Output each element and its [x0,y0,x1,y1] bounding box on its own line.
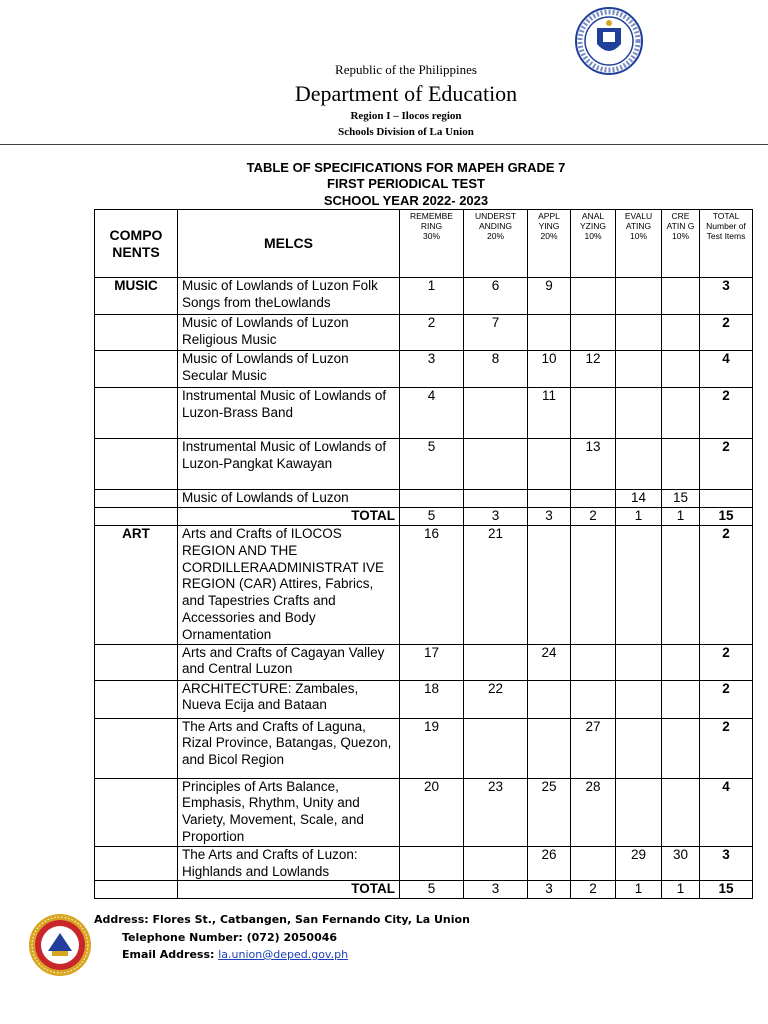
row-total-cell: 2 [700,388,753,439]
item-number-cell: 6 [464,278,528,315]
item-number-cell [616,439,662,490]
table-row [95,778,753,846]
component-cell [95,388,178,439]
level-total-cell: 3 [528,881,571,899]
level-pct: 20% [486,231,504,241]
col-understanding [464,210,528,278]
total-row [95,881,753,899]
grand-total-cell: 15 [700,508,753,526]
item-number-cell: 27 [571,718,616,778]
item-number-cell [616,718,662,778]
table-row [95,846,753,881]
specification-table [94,209,753,899]
table-body [95,278,753,899]
item-number-cell: 4 [400,388,464,439]
row-total-cell: 2 [700,526,753,645]
header-region: Region I – Ilocos region [350,110,462,122]
item-number-cell: 23 [464,778,528,846]
header-divider [0,144,768,145]
component-cell [95,846,178,881]
level-total-cell: 2 [571,508,616,526]
division-seal-icon [28,913,92,977]
item-number-cell: 1 [400,278,464,315]
level-pct: 30% [422,231,440,241]
item-number-cell: 30 [662,846,700,881]
melc-cell: ARCHITECTURE: Zambales, Nueva Ecija and Bataan [178,680,400,718]
item-number-cell [464,644,528,680]
table-row [95,718,753,778]
item-number-cell [616,278,662,315]
email-link[interactable]: la.union@deped.gov.ph [218,948,349,961]
component-cell: ART [95,526,178,645]
component-cell [95,490,178,508]
item-number-cell: 2 [400,315,464,351]
item-number-cell: 13 [571,439,616,490]
item-number-cell: 16 [400,526,464,645]
level-pct: 10% [629,231,647,241]
item-number-cell [571,278,616,315]
item-number-cell [662,315,700,351]
item-number-cell [464,846,528,881]
melc-cell: Music of Lowlands of Luzon [178,490,400,508]
table-row [95,490,753,508]
item-number-cell [400,846,464,881]
level-pct: 10% [671,231,689,241]
level-total-cell: 1 [662,508,700,526]
item-number-cell: 26 [528,846,571,881]
row-total-cell: 2 [700,644,753,680]
row-total-cell: 3 [700,846,753,881]
item-number-cell [616,388,662,439]
item-number-cell [571,315,616,351]
table-row [95,644,753,680]
level-total-cell: 3 [528,508,571,526]
melc-cell: Music of Lowlands of Luzon Secular Music [178,351,400,388]
item-number-cell: 9 [528,278,571,315]
item-number-cell: 25 [528,778,571,846]
doc-school-year: SCHOOL YEAR 2022- 2023 [323,193,489,208]
row-total-cell [700,490,753,508]
item-number-cell: 17 [400,644,464,680]
item-number-cell: 22 [464,680,528,718]
level-total-cell: 2 [571,881,616,899]
row-total-cell: 2 [700,439,753,490]
item-number-cell [616,644,662,680]
item-number-cell [662,778,700,846]
footer-telephone: Telephone Number: (072) 2050046 [122,931,338,944]
item-number-cell: 20 [400,778,464,846]
level-total-cell: 3 [464,881,528,899]
component-cell [95,439,178,490]
level-name: APPL YING [538,211,560,231]
item-number-cell: 15 [662,490,700,508]
table-row [95,680,753,718]
item-number-cell [571,490,616,508]
component-cell [95,778,178,846]
item-number-cell: 7 [464,315,528,351]
component-cell [95,351,178,388]
level-total-cell: 3 [464,508,528,526]
footer-email-label: Email Address: [122,948,219,961]
item-number-cell [616,315,662,351]
row-total-cell: 4 [700,351,753,388]
item-number-cell [662,680,700,718]
footer-email-line [122,948,348,961]
item-number-cell: 21 [464,526,528,645]
row-total-cell: 4 [700,778,753,846]
item-number-cell [464,388,528,439]
table-row [95,388,753,439]
item-number-cell [662,278,700,315]
item-number-cell [571,644,616,680]
item-number-cell [616,778,662,846]
col-analyzing [571,210,616,278]
melc-cell: Instrumental Music of Lowlands of Luzon-Pangkat Kawayan [178,439,400,490]
item-number-cell [464,439,528,490]
level-name: ANAL YZING [580,211,606,231]
level-pct: 10% [584,231,602,241]
row-total-cell: 2 [700,680,753,718]
item-number-cell [662,351,700,388]
item-number-cell [571,526,616,645]
level-total-cell: 5 [400,881,464,899]
item-number-cell [528,526,571,645]
item-number-cell [571,388,616,439]
melc-cell: Music of Lowlands of Luzon Folk Songs from theLowlands [178,278,400,315]
col-creating [662,210,700,278]
total-row [95,508,753,526]
level-total-cell: 1 [662,881,700,899]
item-number-cell: 24 [528,644,571,680]
item-number-cell [662,718,700,778]
table-row [95,526,753,645]
item-number-cell [571,680,616,718]
item-number-cell [528,315,571,351]
grand-total-cell: 15 [700,881,753,899]
component-cell [95,718,178,778]
melc-cell: The Arts and Crafts of Laguna, Rizal Province, Batangas, Quezon, and Bicol Region [178,718,400,778]
header-republic: Republic of the Philippines [335,62,477,77]
col-components: COMPO NENTS [95,210,178,278]
footer-address: Address: Flores St., Catbangen, San Fernando City, La Union [94,913,470,926]
component-cell [95,881,178,899]
item-number-cell [464,490,528,508]
doc-subtitle: FIRST PERIODICAL TEST [327,176,485,191]
item-number-cell: 3 [400,351,464,388]
item-number-cell [662,388,700,439]
item-number-cell: 14 [616,490,662,508]
melc-cell: Arts and Crafts of Cagayan Valley and Central Luzon [178,644,400,680]
total-label: TOTAL [178,881,400,899]
table-row [95,351,753,388]
level-total-cell: 1 [616,881,662,899]
melc-cell: Principles of Arts Balance, Emphasis, Rhythm, Unity and Variety, Movement, Scale, and Proportion [178,778,400,846]
col-total: TOTAL Number of Test Items [700,210,753,278]
item-number-cell [464,718,528,778]
item-number-cell [616,351,662,388]
level-name: UNDERST ANDING [474,211,517,231]
item-number-cell [528,680,571,718]
item-number-cell [528,439,571,490]
item-number-cell [662,526,700,645]
item-number-cell: 10 [528,351,571,388]
table-row [95,315,753,351]
item-number-cell [662,644,700,680]
component-cell [95,644,178,680]
melc-cell: Arts and Crafts of ILOCOS REGION AND THE CORDILLERAADMINISTRAT IVE REGION (CAR) Attires, Fabrics, and Tapestries Crafts and Accessories and Body Ornamentation [178,526,400,645]
melc-cell: Instrumental Music of Lowlands of Luzon-Brass Band [178,388,400,439]
total-label: TOTAL [178,508,400,526]
item-number-cell [616,526,662,645]
header-division: Schools Division of La Union [338,126,474,138]
item-number-cell: 18 [400,680,464,718]
table-header-row [95,210,753,278]
level-name: EVALU ATING [624,211,653,231]
component-cell: MUSIC [95,278,178,315]
table-row [95,439,753,490]
doc-title: TABLE OF SPECIFICATIONS FOR MAPEH GRADE 7 [246,160,566,175]
col-remembering [400,210,464,278]
level-name: REMEMBE RING [410,211,453,231]
item-number-cell: 12 [571,351,616,388]
item-number-cell: 11 [528,388,571,439]
component-cell [95,315,178,351]
table-row [95,278,753,315]
row-total-cell: 3 [700,278,753,315]
level-total-cell: 1 [616,508,662,526]
item-number-cell [528,490,571,508]
item-number-cell: 5 [400,439,464,490]
item-number-cell [571,846,616,881]
item-number-cell: 19 [400,718,464,778]
col-evaluating [616,210,662,278]
level-name: CRE ATIN G [666,211,695,231]
col-applying [528,210,571,278]
item-number-cell: 8 [464,351,528,388]
component-cell [95,508,178,526]
row-total-cell: 2 [700,315,753,351]
col-melcs: MELCS [178,210,400,278]
item-number-cell: 29 [616,846,662,881]
item-number-cell [400,490,464,508]
component-cell [95,680,178,718]
level-total-cell: 5 [400,508,464,526]
header-department: Department of Education [294,81,518,106]
item-number-cell [528,718,571,778]
item-number-cell: 28 [571,778,616,846]
item-number-cell [662,439,700,490]
level-pct: 20% [540,231,558,241]
melc-cell: Music of Lowlands of Luzon Religious Music [178,315,400,351]
melc-cell: The Arts and Crafts of Luzon: Highlands and Lowlands [178,846,400,881]
item-number-cell [616,680,662,718]
row-total-cell: 2 [700,718,753,778]
